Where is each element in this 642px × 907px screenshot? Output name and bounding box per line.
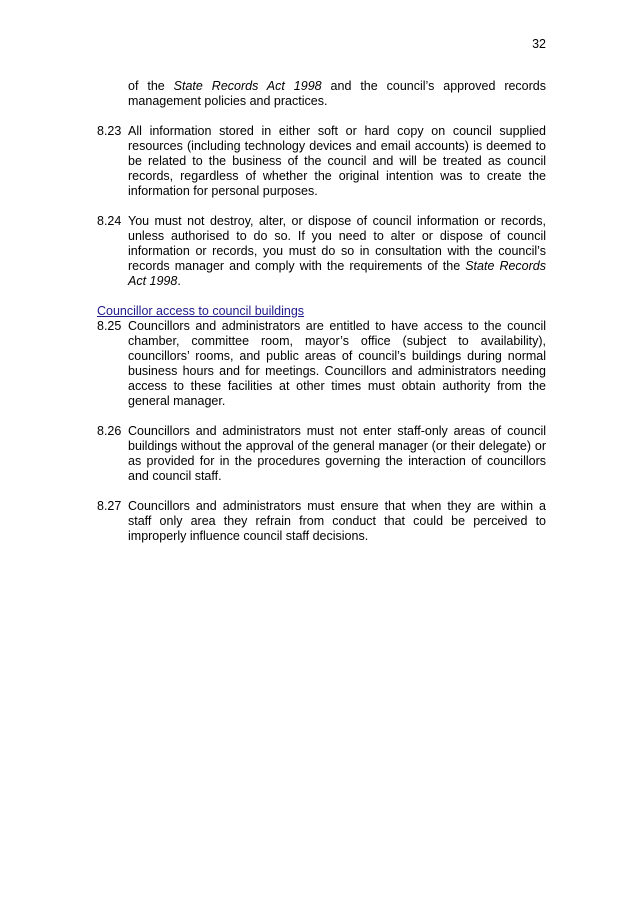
clause-text-2: . [177,274,181,288]
clause-text: Councillors and administrators must ensure that when they are within a staff only area they refrain from conduct that could be perceived to improperly influence council staff decisions. [128,499,546,543]
clause-8-23 [97,124,546,199]
clause-number: 8.23 [97,124,122,138]
clause-number: 8.24 [97,214,122,228]
clause-8-25 [97,319,546,409]
clause-text: All information stored in either soft or hard copy on council supplied resources (including technology devices and email accounts) is deemed to be related to the business of the council and will be treated as council records, regardless of whether the original intention was to create the information for personal purposes. [128,124,546,198]
section-heading: Councillor access to council buildings [97,304,305,318]
continuation-paragraph [128,79,546,109]
page-number: 32 [532,37,546,51]
continuation-text-1: of the [128,79,174,93]
clause-text: Councillors and administrators are entitled to have access to the council chamber, committee room, mayor’s office (subject to availability), councillors’ rooms, and public areas of council’s buildings during normal business hours and for meetings. Councillors and administrators needing access to these facilities at other times must obtain authority from the general manager. [128,319,546,408]
clause-text-1: You must not destroy, alter, or dispose of council information or records, unless authorised to do so. If you need to alter or dispose of council information or records, you must do so in consultation with the council’s records manager and comply with the requirements of the [128,214,546,273]
clause-number: 8.25 [97,319,122,333]
clause-8-26 [97,424,546,484]
clause-number: 8.27 [97,499,122,513]
clause-8-27 [97,499,546,544]
clause-number: 8.26 [97,424,122,438]
clause-text [128,214,546,289]
clause-text: Councillors and administrators must not enter staff-only areas of council buildings without the approval of the general manager (or their delegate) or as provided for in the procedures governing the interaction of councillors and council staff. [128,424,546,483]
continuation-text-2: and the council’s approved records management policies and practices. [128,79,547,108]
continuation-act-title: State Records Act 1998 [173,79,322,93]
clause-act-title: State Records Act 1998 [128,259,546,288]
document-body [97,79,546,544]
clause-8-24 [97,214,546,289]
